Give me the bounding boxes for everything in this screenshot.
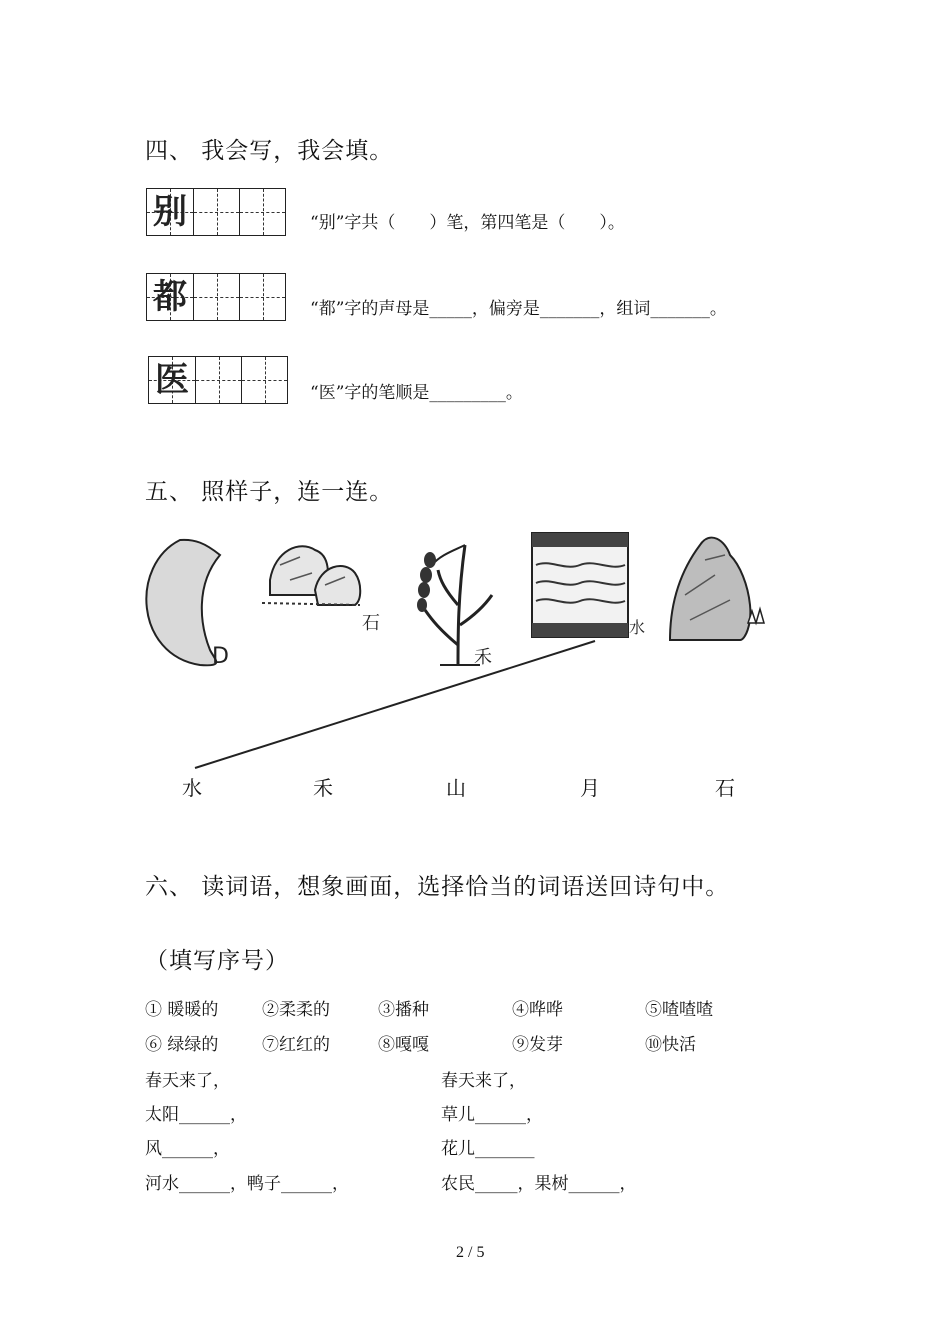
question-row-1: “别”字共（ ）笔，第四笔是（ ）。 [310,213,625,233]
glyph-rock: 石 [362,613,380,634]
option: ⑥ 绿绿的 [145,1035,219,1055]
mountain-picture [670,538,764,654]
writing-grid-1 [146,188,286,236]
matching-pictures [140,525,800,785]
section5-heading: 五、 照样子，连一连。 [145,479,394,505]
glyph-water: 水 [629,618,646,637]
poem-right-line: 花儿_______ [441,1139,535,1159]
question-row-3: “医”字的笔顺是_________。 [310,383,523,403]
example-connect-line [195,641,595,768]
poem-right-line: 春天来了， [441,1071,526,1091]
glyph-moon: D [212,644,229,669]
poem-right-line: 农民_____，果树______， [441,1174,637,1194]
moon-picture [146,540,229,669]
page-number: 2 / 5 [456,1244,485,1261]
label-water: 水 [182,776,202,800]
label-rice: 禾 [313,776,333,800]
grid-char: 别 [153,192,187,232]
grid-char: 医 [155,360,189,400]
water-picture [532,533,645,637]
label-mountain: 山 [446,776,466,800]
label-stone: 石 [715,776,735,800]
option: ③播种 [378,1000,429,1020]
grid-char: 都 [153,277,187,317]
option: ⑩快活 [645,1035,696,1055]
rocks-picture [262,546,380,634]
writing-grid-3 [148,356,288,404]
label-moon: 月 [580,776,600,800]
poem-left-line: 太阳______， [145,1105,247,1125]
option: ⑤喳喳喳 [645,1000,713,1020]
section6-subheading: （填写序号） [145,948,289,974]
option: ⑧嘎嘎 [378,1035,429,1055]
option: ④哗哗 [512,1000,563,1020]
section6-heading: 六、 读词语，想象画面，选择恰当的词语送回诗句中。 [145,874,730,900]
poem-left-line: 风______， [145,1139,230,1159]
poem-right-line: 草儿______， [441,1105,543,1125]
poem-left-line: 春天来了， [145,1071,230,1091]
option: ⑨发芽 [512,1035,563,1055]
poem-left-line: 河水______，鸭子______， [145,1174,349,1194]
question-row-2: “都”字的声母是_____，偏旁是_______，组词_______。 [310,299,727,319]
section4-heading: 四、 我会写，我会填。 [145,138,394,164]
writing-grid-2 [146,273,286,321]
option: ②柔柔的 [262,1000,330,1020]
rice-plant-picture [417,545,492,668]
option: ① 暖暖的 [145,1000,219,1020]
glyph-rice: 禾 [474,647,492,668]
option: ⑦红红的 [262,1035,330,1055]
glyph-mountain: 山 [752,653,753,654]
